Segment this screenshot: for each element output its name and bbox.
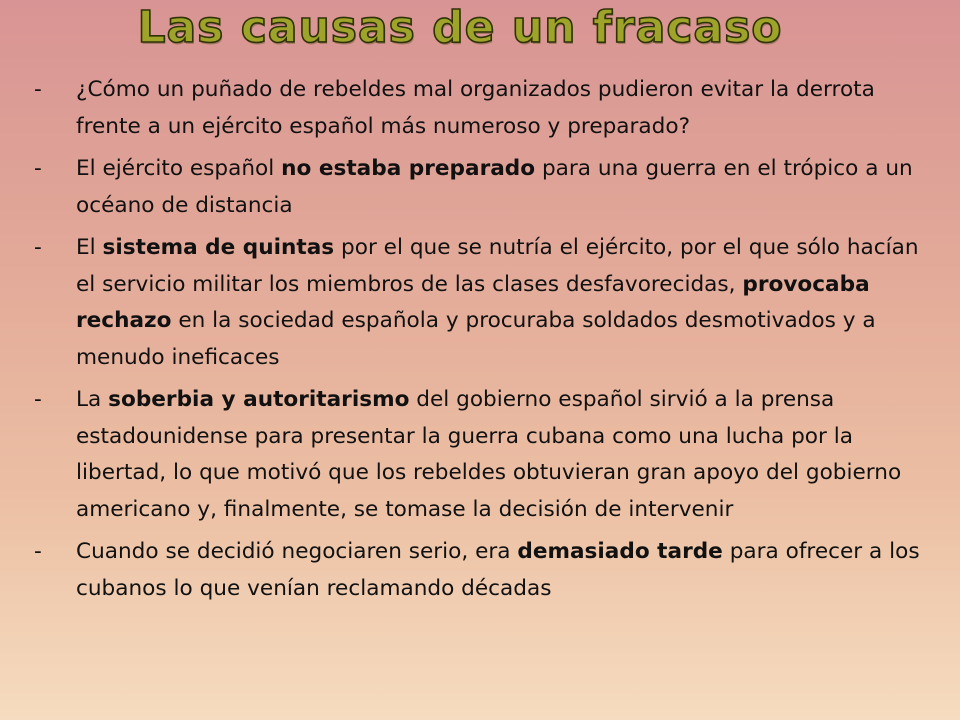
bullet-text: para ofrecer a los cubanos lo que venían reclamando décadas <box>76 539 920 601</box>
bullet-emphasis: sistema de quintas <box>102 235 335 260</box>
bullet-text: por el que se nutría el ejército, por el que sólo hacían el servicio militar los miembros de las clases desfavorecidas, <box>76 235 919 297</box>
bullet-text: El <box>76 235 103 260</box>
bullet-text: El ejército español <box>76 156 282 181</box>
bullet-item-2 <box>28 151 933 224</box>
bullet-text: del gobierno español sirvió a la prensa estadounidense para presentar la guerra cubana como una lucha por la libertad, lo que motivó que los rebeldes obtuvieran gran apoyo del gobierno americano y, finalmente, se tomase la decisión de intervenir <box>76 387 902 522</box>
bullet-text: para una guerra en el trópico a un océano de distancia <box>76 156 913 218</box>
bullet-marker: - <box>34 539 42 564</box>
slide-title: Las causas de un fracaso <box>137 2 783 53</box>
bullet-emphasis: provocaba rechazo <box>76 271 870 333</box>
bullet-marker: - <box>34 235 42 260</box>
bullet-item-4 <box>28 382 933 528</box>
bullet-emphasis: soberbia y autoritarismo <box>108 387 410 412</box>
bullet-text: La <box>76 387 109 412</box>
bullet-item-1 <box>28 72 933 145</box>
bullet-marker: - <box>34 77 42 102</box>
bullet-list <box>28 72 933 613</box>
bullet-text: en la sociedad española y procuraba soldados desmotivados y a menudo ineficaces <box>76 308 876 370</box>
bullet-item-5 <box>28 534 933 607</box>
bullet-emphasis: demasiado tarde <box>517 539 723 564</box>
bullet-marker: - <box>34 387 42 412</box>
bullet-text: ¿Cómo un puñado de rebeldes mal organizados pudieron evitar la derrota frente a un ejército español más numeroso y preparado? <box>76 77 875 139</box>
bullet-marker: - <box>34 156 42 181</box>
bullet-item-3 <box>28 230 933 376</box>
bullet-text: Cuando se decidió negociaren serio, era <box>76 539 518 564</box>
bullet-emphasis: no estaba preparado <box>281 156 536 181</box>
